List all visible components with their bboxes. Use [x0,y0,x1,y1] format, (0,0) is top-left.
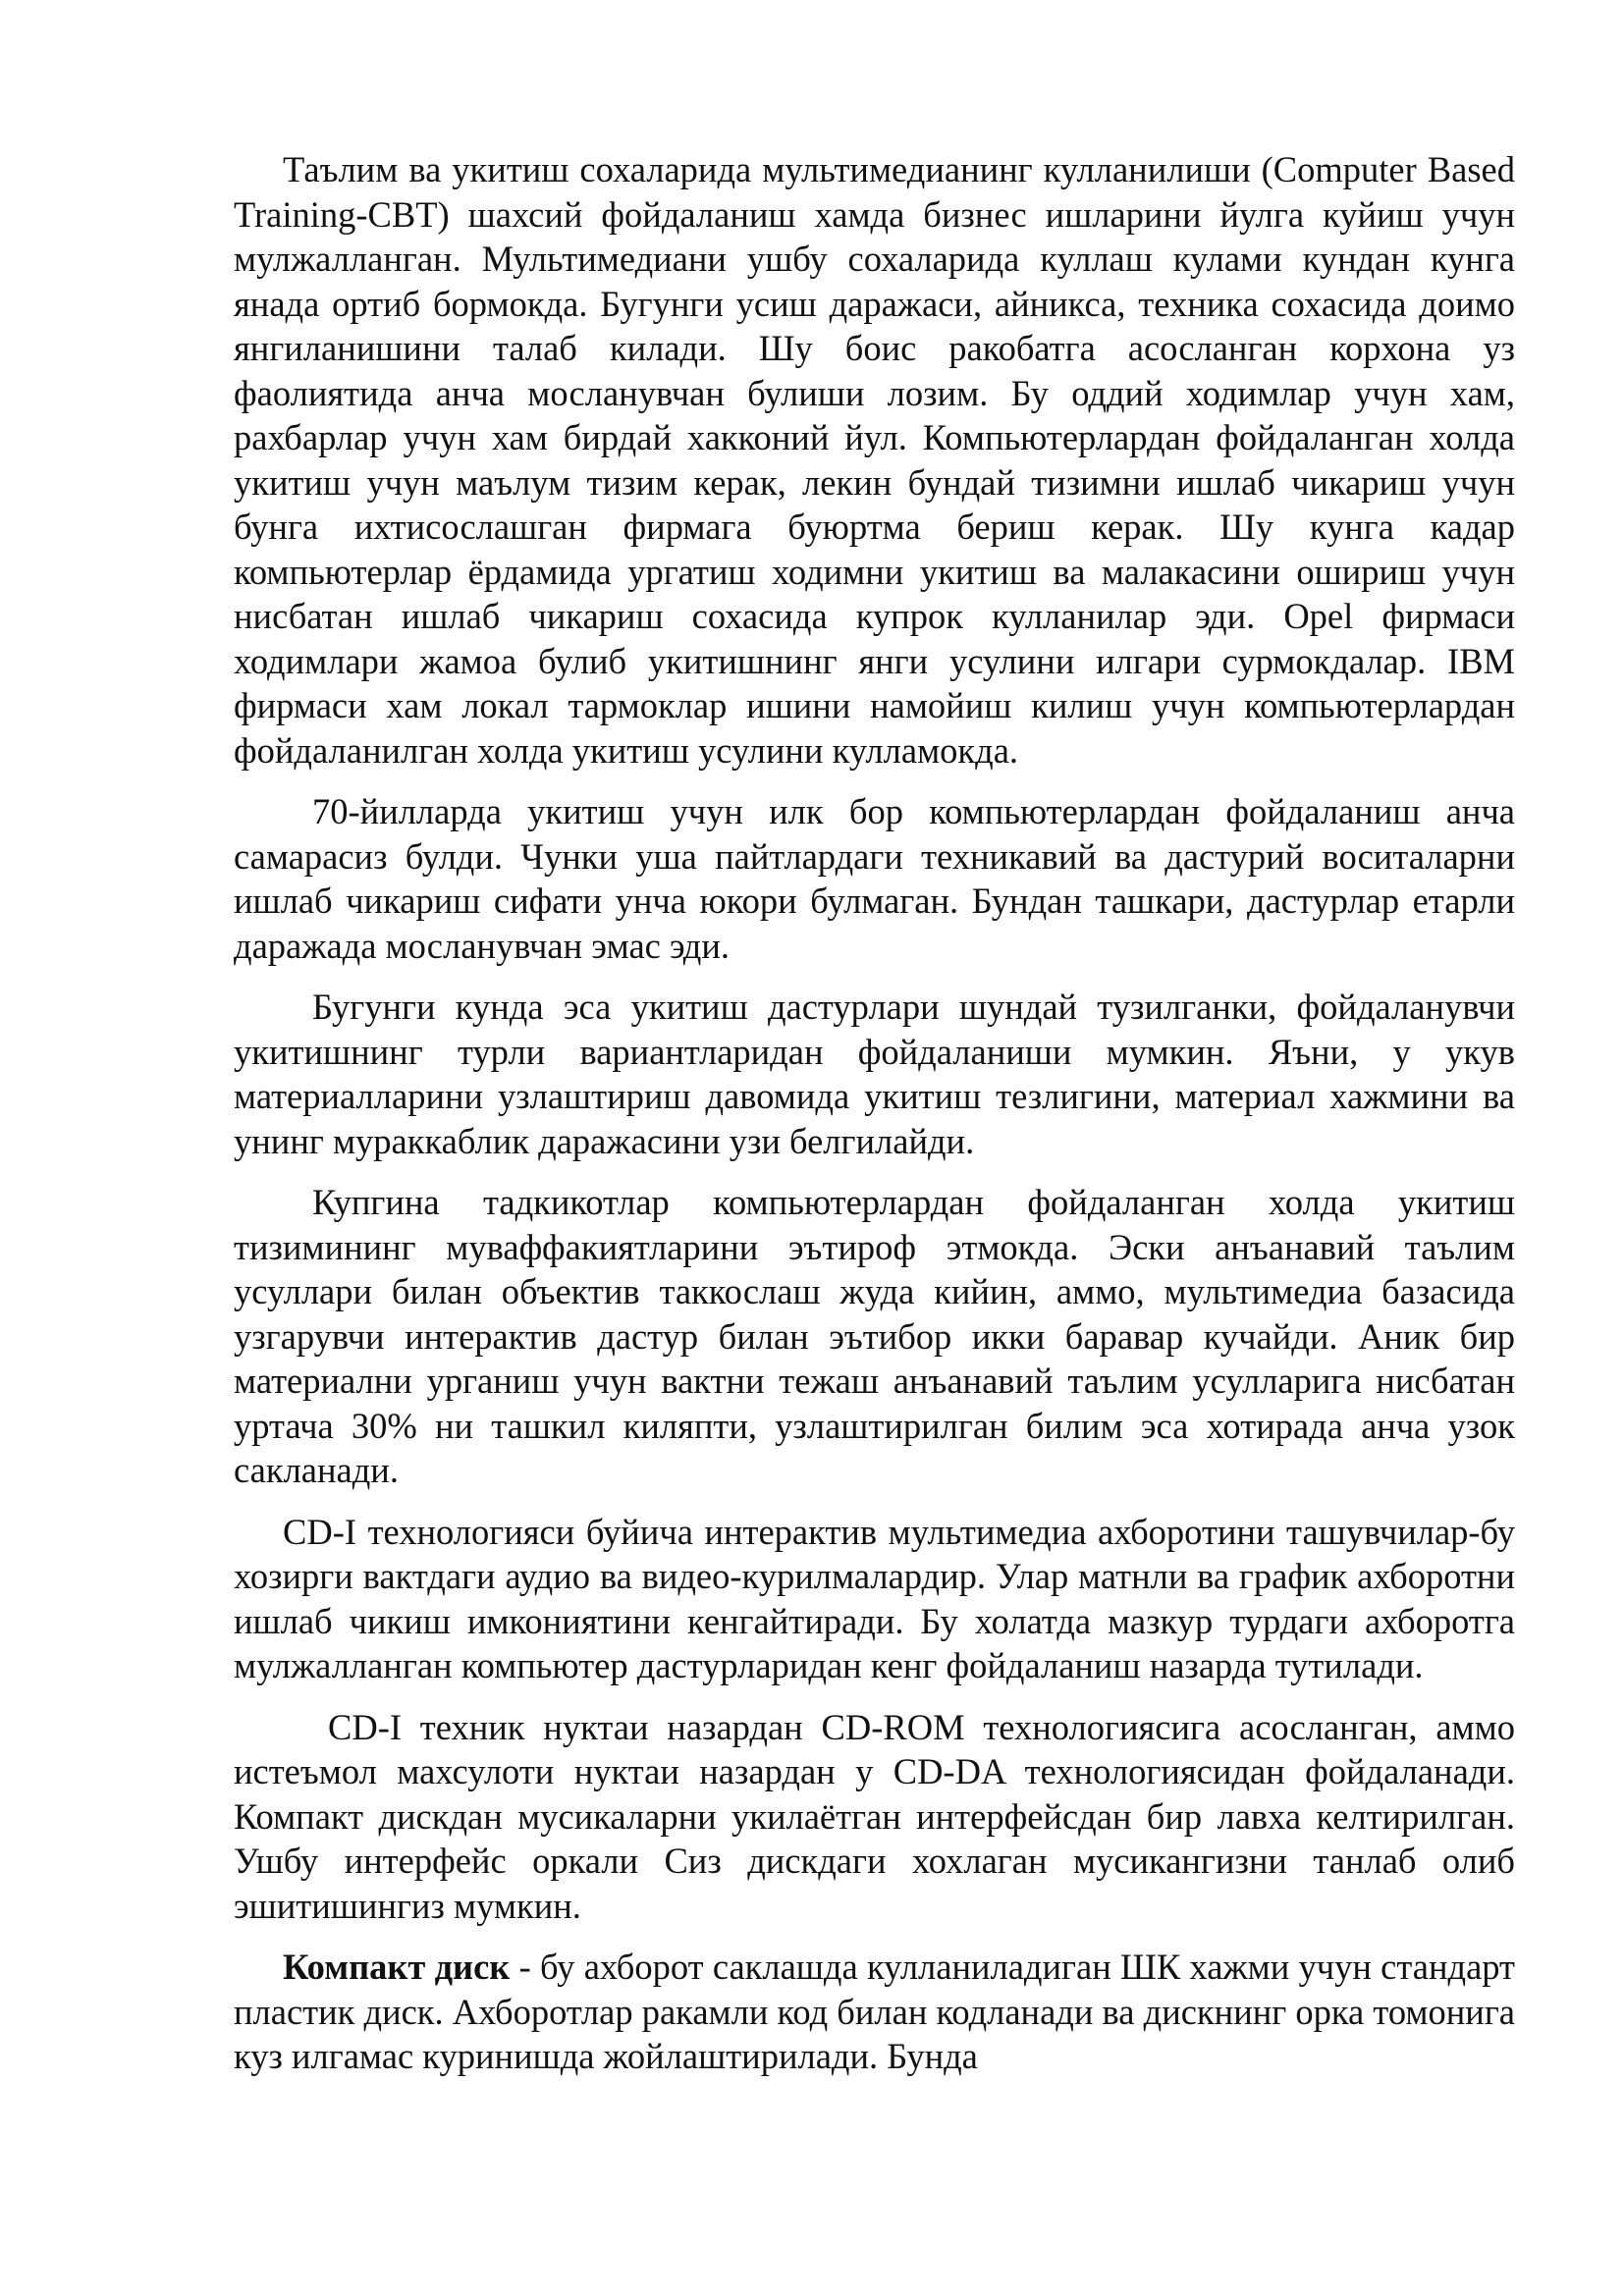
paragraph-2: 70-йилларда укитиш учун илк бор компьютерлардан фойдаланиш анча самарасиз булди. Чунки уша пайтлардаги техникавий ва дастурий воситаларни ишлаб чикариш сифати унча юкори булмаган. Бундан ташкари, дастурлар етарли даражада мосланувчан эмас эди. [234,791,1515,966]
paragraph-1: Таълим ва укитиш сохаларида мультимедианинг кулланилиши (Computer Based Training-CBT) шахсий фойдаланиш хамда бизнес ишларини йулга куйиш учун мулжалланган. Мультимедиани ушбу сохаларида куллаш кулами кундан кунга янада ортиб бормокда. Бугунги усиш даражаси, айникса, техника сохасида доимо янгиланишини талаб килади. Шу боис ракобатга асосланган корхона уз фаолиятида анча мосланувчан булиши лозим. Бу оддий ходимлар учун хам, рахбарлар учун хам бирдай хакконий йул. Компьютерлардан фойдаланган холда укитиш учун маълум тизим керак, лекин бундай тизимни ишлаб чикариш учун бунга ихтисослашган фирмага буюртма бериш керак. Шу кунга кадар компьютерлар ёрдамида ургатиш ходимни укитиш ва малакасини ошириш учун нисбатан ишлаб чикариш сохасида купрок кулланилар эди. Opel фирмаси ходимлари жамоа булиб укитишнинг янги усулини илгари сурмокдалар. IBM фирмаси хам локал тармоклар ишини намойиш килиш учун компьютерлардан фойдаланилган холда укитиш усулини кулламокда. [234,149,1515,771]
paragraph-3: Бугунги кунда эса укитиш дастурлари шундай тузилганки, фойдаланувчи укитишнинг турли вариантларидан фойдаланиши мумкин. Яъни, у укув материалларини узлаштириш давомида укитиш тезлигини, материал хажмини ва унинг мураккаблик даражасини узи белгилайди. [234,987,1515,1161]
paragraph-6: CD-I техник нуктаи назардан CD-ROM технологиясига асосланган, аммо истеъмол махсулоти нуктаи назардан у CD-DA технологиясидан фойдаланади. Компакт дискдан мусикаларни укилаётган интерфейсдан бир лавха келтирилган. Ушбу интерфейс оркали Сиз дискдаги хохлаган мусикангизни танлаб олиб эшитишингиз мумкин. [234,1706,1515,1926]
paragraph-5: CD-I технологияси буйича интерактив мультимедиа ахборотини ташувчилар-бу хозирги вактдаги аудио ва видео-курилмалардир. Улар матнли ва график ахборотни ишлаб чикиш имкониятини кенгайтиради. Бу холатда мазкур турдаги ахборотга мулжалланган компьютер дастурларидан кенг фойдаланиш назарда тутилади. [234,1511,1515,1685]
definition-text: - бу ахборот саклашда кулланиладиган ШК хажми учун стандарт пластик диск. Ахборотлар ракамли код билан кодланади ва дискнинг орка томонига куз илгамас куринишда жойлаштирилади. Бунда [234,1947,1516,2076]
term-compact-disc: Компакт диск [283,1947,511,1987]
document-page [234,147,1515,2096]
paragraph-4: Купгина тадкикотлар компьютерлардан фойдаланган холда укитиш тизимининг муваффакиятларини эътироф этмокда. Эски анъанавий таълим усуллари билан объектив таккослаш жуда кийин, аммо, мультимедиа базасида узгарувчи интерактив дастур билан эътибор икки баравар кучайди. Аник бир материални урганиш учун вактни тежаш анъанавий таълим усулларига нисбатан уртача 30% ни ташкил киляпти, узлаштирилган билим эса хотирада анча узок сакланади. [234,1182,1515,1490]
paragraph-7 [234,1945,1515,2079]
